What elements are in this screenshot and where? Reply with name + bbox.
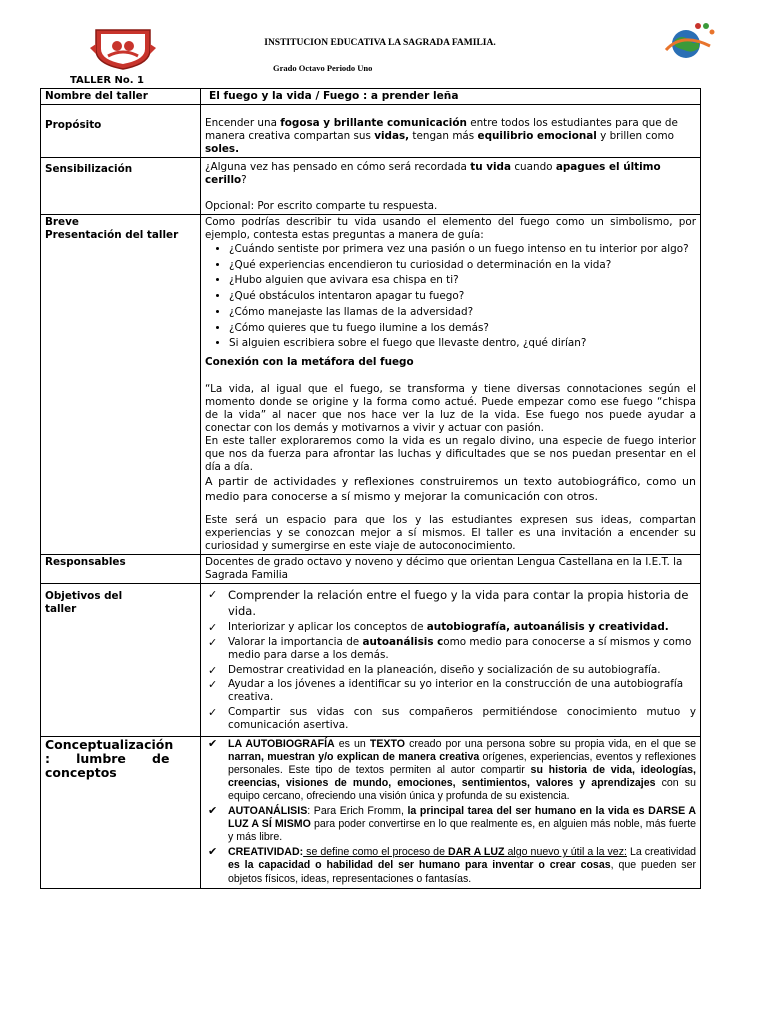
list-item: • ¿Qué obstáculos intentaron apagar tu fuego? <box>229 290 696 303</box>
breve-intro: Como podrías describir tu vida usando el elemento del fuego como un simbolismo, por ejemplo, contesta estas preguntas a manera de guía: <box>205 216 696 241</box>
check-icon: ✓ <box>208 706 218 720</box>
paragraph: A partir de actividades y reflexiones construiremos un texto autobiográfico, como un medio para conocerse a sí mismo y mejorar la comunicación con otros. <box>205 475 696 504</box>
value-responsables: Docentes de grado octavo y noveno y décimo que orientan Lengua Castellana en la I.E.T. la Sagrada Familia <box>201 555 701 584</box>
list-item: • ¿Qué experiencias encendieron tu curiosidad o determinación en la vida? <box>229 259 696 272</box>
list-item: ✔ AUTOANÁLISIS: Para Erich Fromm, la principal tarea del ser humano en la vida es DARSE A LUZ A SÍ MISMO para poder convertirse en lo que realmente es, en alguien más noble, más fuerte y más libre. <box>208 805 697 844</box>
list-item: ✓ Interiorizar y aplicar los conceptos de autobiografía, autoanálisis y creatividad. <box>208 620 669 634</box>
list-item: ✓ Comprender la relación entre el fuego y la vida para contar la propia historia de vida. <box>208 588 689 619</box>
label-sensibilizacion: Sensibilización <box>41 158 201 215</box>
row-proposito <box>41 105 701 158</box>
check-icon: ✔ <box>208 737 218 750</box>
concepts-list <box>205 738 696 886</box>
school-shield-logo <box>88 26 158 70</box>
label-breve: Breve Presentación del taller <box>41 215 201 555</box>
workshop-number: TALLER No. 1 <box>70 75 145 86</box>
list-item: ✓ Compartir sus vidas con sus compañeros permitiéndose conocimiento mutuo y comunicación asertiva. <box>208 706 696 732</box>
value-breve <box>201 215 701 555</box>
list-item: • ¿Cómo manejaste las llamas de la adversidad? <box>229 306 696 319</box>
check-icon: ✓ <box>208 588 218 602</box>
row-responsables <box>41 555 701 584</box>
row-nombre <box>41 89 701 105</box>
label-conceptualizacion: Conceptualización : lumbre de conceptos <box>41 736 201 889</box>
institution-title: INSTITUCION EDUCATIVA LA SAGRADA FAMILIA. <box>264 38 496 48</box>
list-item: • ¿Hubo alguien que avivara esa chispa en ti? <box>229 274 696 287</box>
row-objetivos <box>41 584 701 736</box>
check-icon: ✔ <box>208 805 218 818</box>
list-item: ✓ Ayudar a los jóvenes a identificar su yo interior en la construcción de una autobiografía creativa. <box>208 678 684 704</box>
workshop-table <box>40 88 701 889</box>
value-nombre: El fuego y la vida / Fuego : a prender leña <box>201 89 701 105</box>
check-icon: ✔ <box>208 846 218 859</box>
check-icon: ✓ <box>208 678 218 692</box>
paragraph: “La vida, al igual que el fuego, se transforma y tiene diversas connotaciones según el momento donde se origine y la forma como actué. Puede empezar como ese fuego “chispa de la vida” al nacer que nos hace ver la luz de la vida. Ese fuego nos puede ayudar a conectar con los demás y motivarnos a vivir y actuar con pasión. <box>205 383 696 435</box>
row-breve <box>41 215 701 555</box>
value-conceptualizacion <box>201 736 701 889</box>
document-header <box>0 0 768 90</box>
check-icon: ✓ <box>208 620 218 634</box>
value-sensibilizacion: ¿Alguna vez has pensado en cómo será recordada tu vida cuando apagues el último cerillo? Opcional: Por escrito comparte tu respuesta. <box>201 158 701 215</box>
grade-period: Grado Octavo Periodo Uno <box>273 63 373 73</box>
label-objetivos: Objetivos del taller <box>41 584 201 736</box>
list-item: ✔ LA AUTOBIOGRAFÍA es un TEXTO creado por una persona sobre su propia vida, en el que se narran, muestran y/o explican de manera creativa orígenes, experiencias, eventos y reflexiones personales. Este tipo de textos permiten al autor compartir su historia de vida, ideologías, creencias, visiones de mundo, emociones, sentimientos, valores y aprendizajes con su equipo cercano, ofreciendo una visión única y profunda de su existencia. <box>208 737 696 803</box>
list-item: ✓ Demostrar creatividad en la planeación, diseño y socialización de su autobiografía. <box>208 663 661 677</box>
value-proposito: Encender una fogosa y brillante comunicación entre todos los estudiantes para que de manera creativa compartan sus vidas, tengan más equilibrio emocional y brillen como soles. <box>201 105 701 158</box>
paragraph: En este taller exploraremos como la vida es un regalo divino, una especie de fuego interior que nos da fuerza para afrontar las luchas y dificultades que se nos puedan presentar en el día a día. <box>205 435 696 474</box>
row-conceptualizacion <box>41 736 701 889</box>
label-proposito: Propósito <box>41 105 201 158</box>
list-item: ✓ Valorar la importancia de autoanálisis como medio para conocerse a sí mismos y como medio para darse a los demás. <box>208 635 692 661</box>
check-icon: ✓ <box>208 663 218 677</box>
list-item: • ¿Cuándo sentiste por primera vez una pasión o un fuego intenso en tu interior por algo? <box>229 243 696 256</box>
list-item: • Si alguien escribiera sobre el fuego que llevaste dentro, ¿qué dirían? <box>229 337 696 350</box>
row-sensibilizacion <box>41 158 701 215</box>
list-item: • ¿Cómo quieres que tu fuego ilumine a los demás? <box>229 322 696 335</box>
optional-note: Opcional: Por escrito comparte tu respuesta. <box>205 200 438 212</box>
guide-questions <box>205 243 696 350</box>
paragraph: Este será un espacio para que los y las estudiantes expresen sus ideas, compartan experiencias y se conozcan mejor a sí mismos. El taller es una invitación a encender su curiosidad y sumergirse en este viaje de autoconocimiento. <box>205 514 696 553</box>
check-icon: ✓ <box>208 635 218 649</box>
label-responsables: Responsables <box>41 555 201 584</box>
list-item: ✔ CREATIVIDAD: se define como el proceso de DAR A LUZ algo nuevo y útil a la vez: La creatividad es la capacidad o habilidad del ser humano para inventar o crear cosas, que pueden ser objetos físicos, ideas, representaciones o fantasías. <box>208 846 697 885</box>
objectives-list <box>205 587 696 732</box>
value-objetivos <box>201 584 701 736</box>
label-nombre: Nombre del taller <box>41 89 201 105</box>
metaphor-subheading: Conexión con la metáfora del fuego <box>205 356 414 369</box>
